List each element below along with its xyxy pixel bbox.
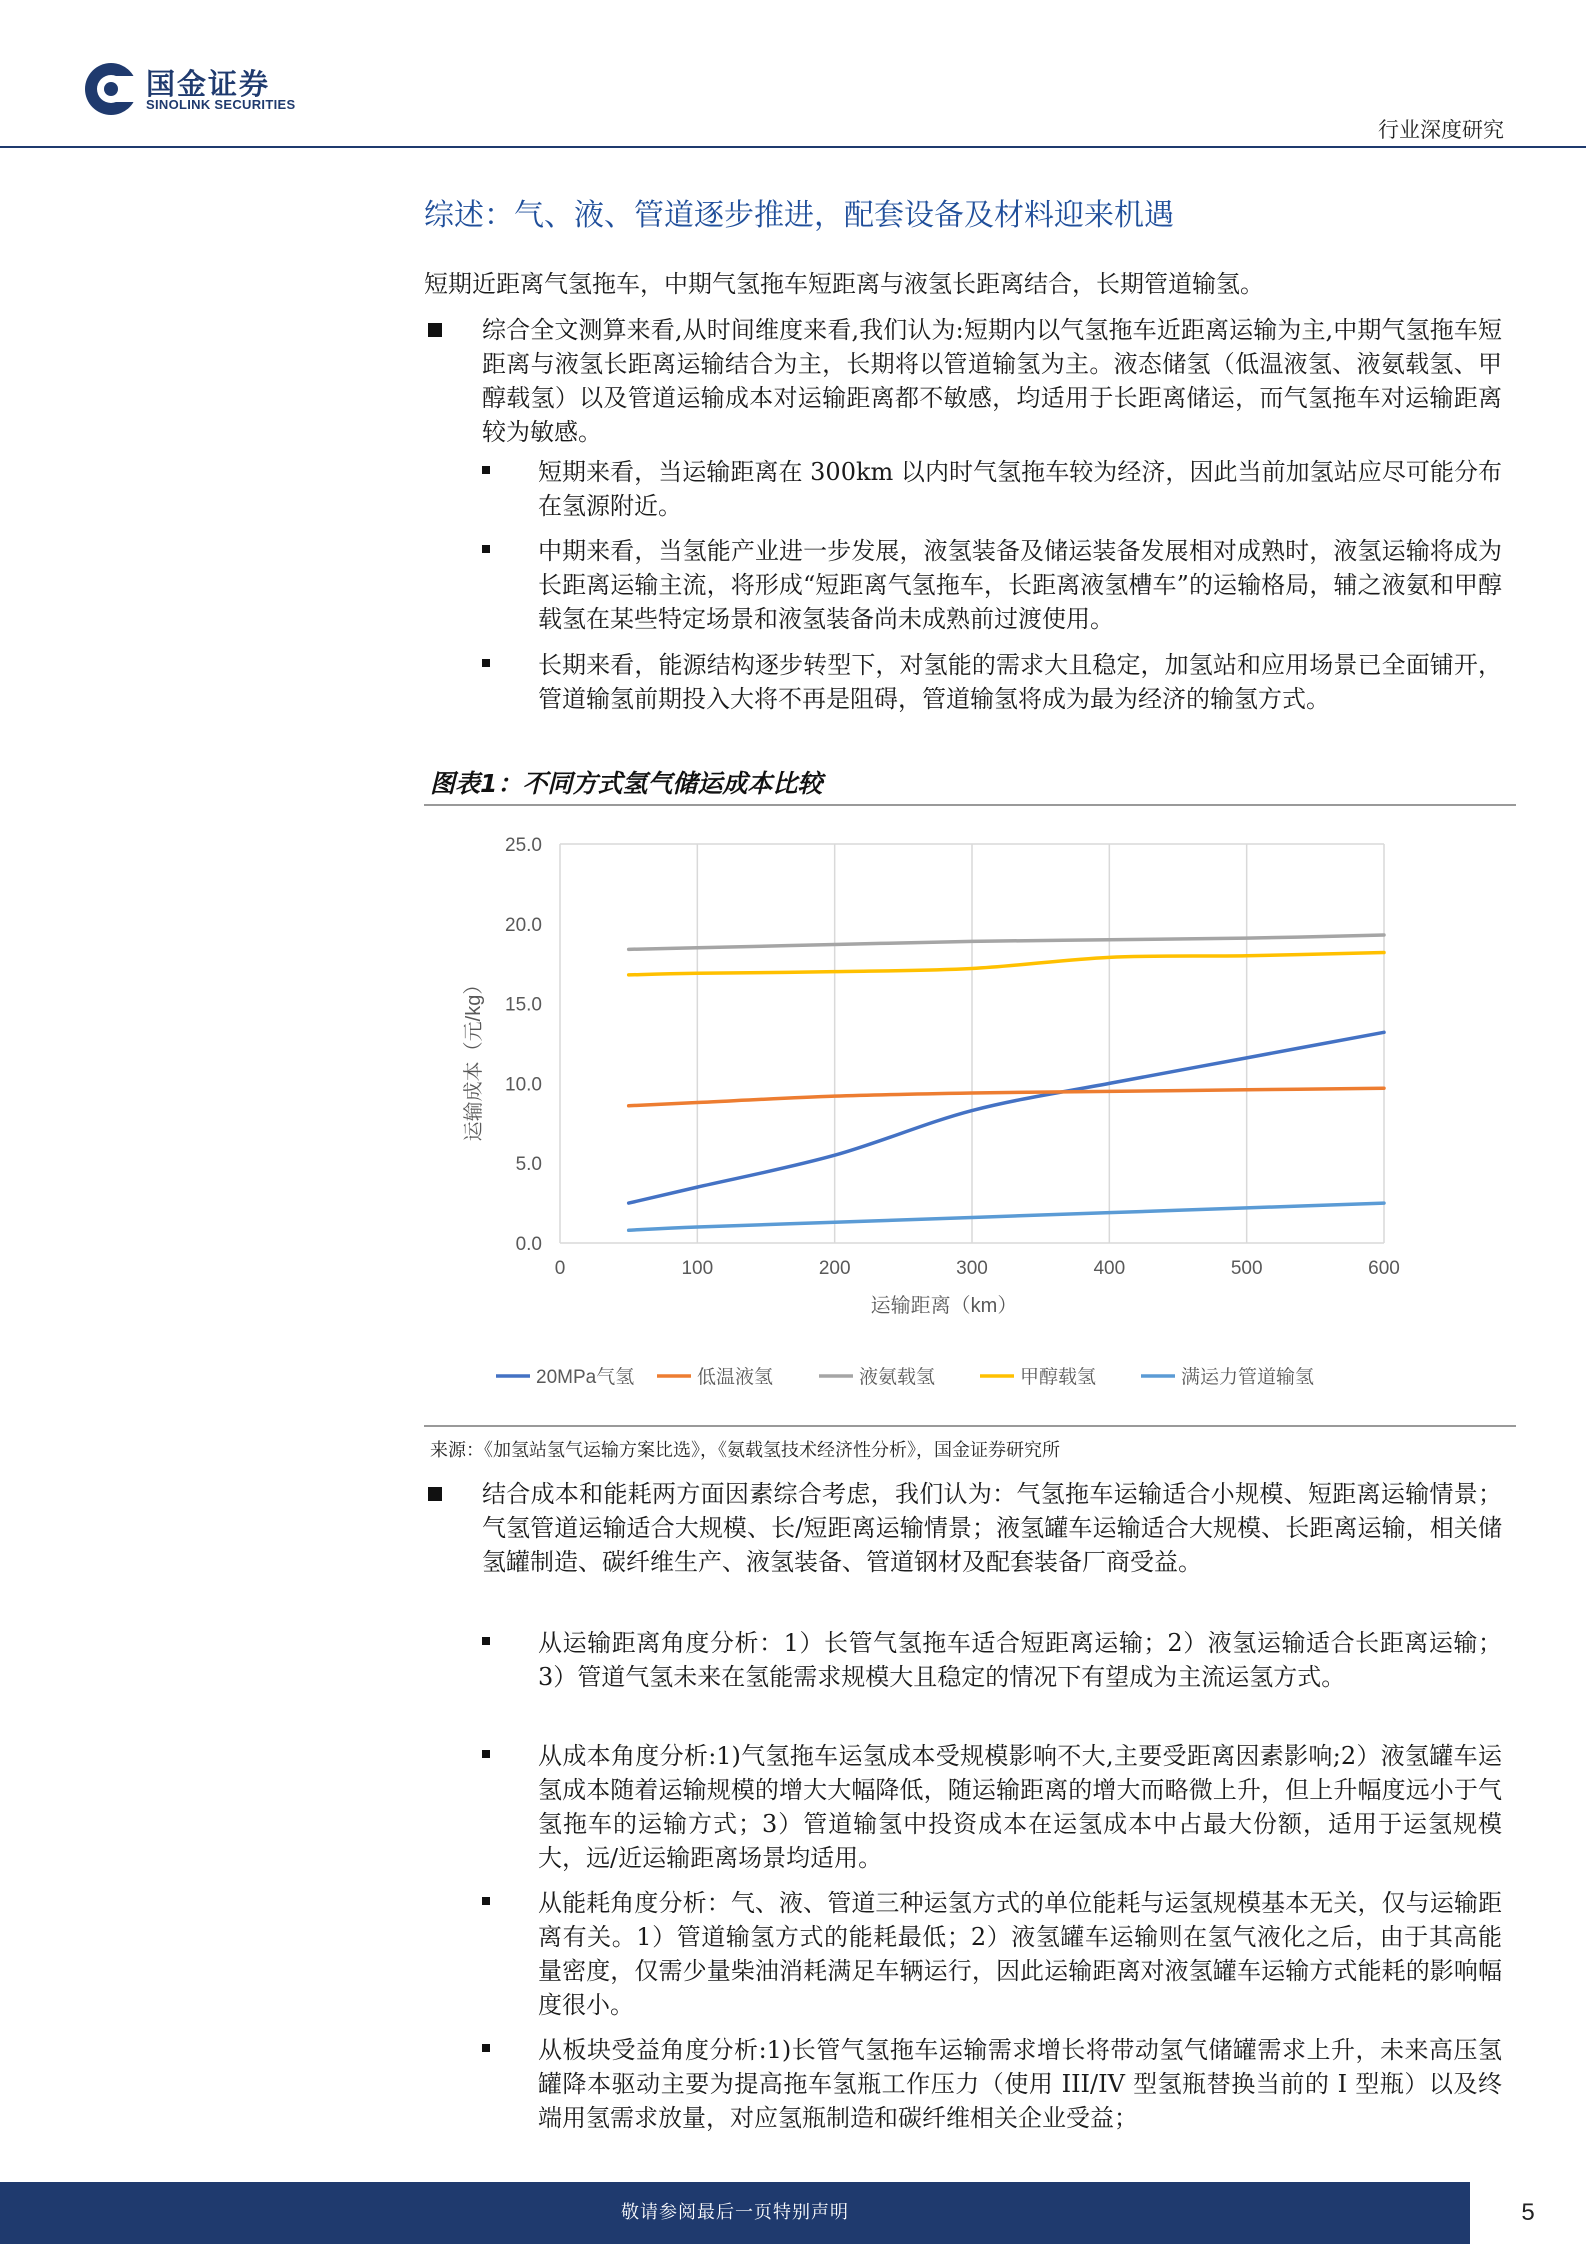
figure-title: 图表1：不同方式氢气储运成本比较 <box>430 769 823 798</box>
bullet-dot <box>482 1750 490 1758</box>
legend-label: 20MPa气氢 <box>536 1367 635 1388</box>
x-tick-label: 300 <box>956 1258 988 1279</box>
bullet-dot <box>482 659 490 667</box>
chart-legend <box>496 1366 1314 1388</box>
y-tick-label: 10.0 <box>505 1074 542 1096</box>
bullet-dot <box>482 1897 490 1905</box>
x-tick-label: 600 <box>1368 1258 1400 1279</box>
line-chart <box>424 810 1516 1420</box>
x-axis-label: 运输距离（km） <box>870 1295 1018 1317</box>
x-axis-ticks <box>555 1258 1400 1279</box>
legend-label: 甲醇载氢 <box>1020 1367 1097 1388</box>
figure-source: 来源：《加氢站氢气运输方案比选》，《氨载氢技术经济性分析》，国金证券研究所 <box>430 1440 1060 1461</box>
x-tick-label: 0 <box>554 1258 566 1279</box>
y-tick-label: 25.0 <box>505 835 542 856</box>
footer-disclaimer: 敬请参阅最后一页特别声明 <box>621 2202 849 2223</box>
figure-divider-bottom <box>424 1425 1516 1427</box>
paragraph-sub-2-2: 从成本角度分析:1)气氢拖车运氢成本受规模影响不大,主要受距离因素影响;2）液氢罐车运氢成本随着运输规模的增大大幅降低，随运输距离的增大而略微上升，但上升幅度远小于气氢拖车的运输方式；3）管道输氢中投资成本在运氢成本中占最大份额，适用于运氢规模大，远/近运输距离场景均适用。 <box>538 1742 1502 1872</box>
y-tick-label: 5.0 <box>515 1154 542 1176</box>
y-axis-ticks <box>505 835 542 1255</box>
x-tick-label: 400 <box>1093 1258 1126 1279</box>
chart-series <box>629 935 1384 1230</box>
section-title: 综述：气、液、管道逐步推进，配套设备及材料迎来机遇 <box>424 198 1174 233</box>
bullet-dot <box>482 545 490 553</box>
paragraph-sub-1-2: 中期来看，当氢能产业进一步发展，液氢装备及储运装备发展相对成熟时，液氢运输将成为长距离运输主流，将形成“短距离气氢拖车，长距离液氢槽车”的运输格局，辅之液氨和甲醇载氢在某些特定场景和液氢装备尚未成熟前过渡使用。 <box>538 537 1502 633</box>
series-line-3 <box>629 935 1384 949</box>
paragraph-sub-2-4: 从板块受益角度分析:1)长管气氢拖车运输需求增长将带动氢气储罐需求上升，未来高压氢罐降本驱动主要为提高拖车氢瓶工作压力（使用 III/IV 型氢瓶替换当前的 I 型瓶）以及终端用氢需求放量，对应氢瓶制造和碳纤维相关企业受益； <box>538 2036 1502 2132</box>
legend-label: 低温液氢 <box>697 1367 774 1388</box>
x-tick-label: 200 <box>818 1258 851 1279</box>
series-line-1 <box>629 1032 1384 1203</box>
bullet-square <box>428 1487 442 1501</box>
bullet-dot <box>482 1637 490 1645</box>
figure-divider-top <box>424 804 1516 806</box>
bullet-dot <box>482 2044 490 2052</box>
y-tick-label: 0.0 <box>515 1234 542 1255</box>
y-axis-label: 运输成本（元/kg） <box>463 974 485 1142</box>
y-tick-label: 15.0 <box>505 994 542 1016</box>
brand-name: 国金证券 <box>146 67 271 101</box>
paragraph-main-1: 综合全文测算来看,从时间维度来看,我们认为:短期内以气氢拖车近距离运输为主,中期气氢拖车短距离与液氢长距离运输结合为主，长期将以管道输氢为主。液态储氢（低温液氢、液氨载氢、甲醇载氢）以及管道运输成本对运输距离都不敏感，均适用于长距离储运，而气氢拖车对运输距离较为敏感。 <box>482 316 1502 446</box>
paragraph-sub-1-3: 长期来看，能源结构逐步转型下，对氢能的需求大且稳定，加氢站和应用场景已全面铺开，管道输氢前期投入大将不再是阻碍，管道输氢将成为最为经济的输氢方式。 <box>538 651 1502 713</box>
bullet-square <box>428 323 442 337</box>
series-line-5 <box>629 1203 1384 1230</box>
summary-text: 短期近距离气氢拖车，中期气氢拖车短距离与液氢长距离结合，长期管道输氢。 <box>424 270 1264 298</box>
header-divider <box>0 146 1586 148</box>
bullet-dot <box>482 466 490 474</box>
chart-grid <box>560 844 1384 1243</box>
logo-icon <box>84 62 138 116</box>
legend-label: 满运力管道输氢 <box>1181 1367 1315 1388</box>
paragraph-sub-2-1: 从运输距离角度分析：1）长管气氢拖车适合短距离运输；2）液氢运输适合长距离运输；3）管道气氢未来在氢能需求规模大且稳定的情况下有望成为主流运氢方式。 <box>538 1629 1502 1691</box>
brand-name-en: SINOLINK SECURITIES <box>146 97 296 112</box>
page-number: 5 <box>1521 2199 1535 2226</box>
y-tick-label: 20.0 <box>505 914 542 936</box>
report-type: 行业深度研究 <box>1378 118 1504 142</box>
paragraph-main-2: 结合成本和能耗两方面因素综合考虑，我们认为：气氢拖车运输适合小规模、短距离运输情景；气氢管道运输适合大规模、长/短距离运输情景；液氢罐车运输适合大规模、长距离运输，相关储氢罐制造、碳纤维生产、液氢装备、管道钢材及配套装备厂商受益。 <box>482 1480 1502 1576</box>
x-tick-label: 100 <box>681 1258 714 1279</box>
x-tick-label: 500 <box>1230 1258 1263 1279</box>
paragraph-sub-1-1: 短期来看，当运输距离在 300km 以内时气氢拖车较为经济，因此当前加氢站应尽可能分布在氢源附近。 <box>538 458 1502 520</box>
legend-label: 液氨载氢 <box>859 1367 936 1388</box>
series-line-4 <box>629 953 1384 975</box>
paragraph-sub-2-3: 从能耗角度分析：气、液、管道三种运氢方式的单位能耗与运氢规模基本无关，仅与运输距离有关。1）管道输氢方式的能耗最低；2）液氢罐车运输则在氢气液化之后，由于其高能量密度，仅需少量柴油消耗满足车辆运行，因此运输距离对液氢罐车运输方式能耗的影响幅度很小。 <box>538 1889 1502 2019</box>
